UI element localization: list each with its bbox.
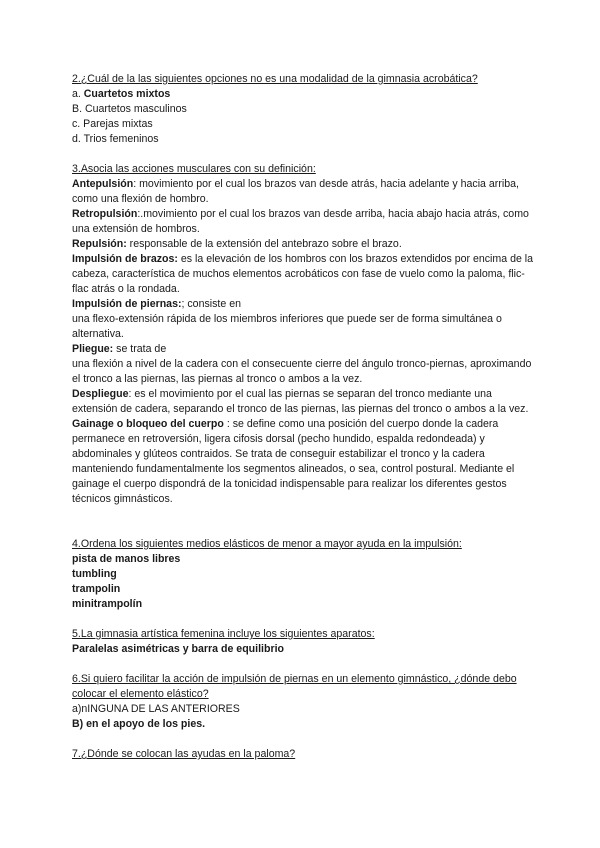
question-6-title: 6.Si quiero facilitar la acción de impulsión de piernas en un elemento gimnástico, ¿dónde debo colocar el elemento elástico?	[72, 673, 517, 700]
definition-text: responsable de la extensión del antebrazo sobre el brazo.	[126, 238, 402, 250]
question-5-title: 5.La gimnasia artística femenina incluye los siguientes aparatos:	[72, 628, 375, 640]
definition-impulsion-brazos	[72, 252, 540, 297]
definition-pliegue	[72, 342, 540, 357]
answer-item: tumbling	[72, 568, 117, 580]
question-6-option-b: B) en el apoyo de los pies.	[72, 718, 206, 730]
question-7-title: 7.¿Dónde se colocan las ayudas en la paloma?	[72, 748, 296, 760]
question-2-option-a	[72, 87, 540, 102]
question-2-title: 2.¿Cuál de la las siguientes opciones no es una modalidad de la gimnasia acrobática?	[72, 73, 478, 85]
definition-gainage	[72, 417, 540, 492]
definition-despliegue	[72, 387, 540, 417]
definition-text: es la elevación de los hombros con los brazos extendidos por encima de la cabeza, característica de muchos elementos acrobáticos con fase de vuelo como la paloma, flic-flac atrás o la rondada.	[72, 253, 534, 295]
question-6-option-a: a)nINGUNA DE LAS ANTERIORES	[72, 703, 240, 715]
definition-text: se trata de	[113, 343, 167, 355]
option-a-text: Cuartetos mixtos	[83, 88, 171, 100]
term: Pliegue:	[72, 343, 114, 355]
question-5-answer: Paralelas asimétricas y barra de equilibrio	[72, 643, 284, 655]
definition-retropulsion	[72, 207, 540, 237]
term: Gainage o bloqueo del cuerpo	[72, 418, 224, 430]
definition-text: : movimiento por el cual los brazos van desde atrás, hacia adelante y hacia arriba, como una flexión de hombro.	[72, 178, 519, 205]
definition-impulsion-piernas-cont: una flexo-extensión rápida de los miembros inferiores que puede ser de forma simultánea o alternativa.	[72, 313, 502, 340]
term: Antepulsión	[72, 178, 134, 190]
term: Despliegue	[72, 388, 129, 400]
definition-text: : se define como una posición del cuerpo donde la cadera permanece en retroversión, ligera cifosis dorsal (pecho hundido, espalda redondeada) y abdominales y glúteos contraidos. Se trata de conseguir estabilizar el tronco y la cadera manteniendo fundamentalmente los segmentos alineados, o sea, control postural. Mediante el gainage el cuerpo dispondrá de la tonicidad indispensable para realizar los diferentes gestos	[72, 418, 515, 490]
term: Impulsión de piernas:	[72, 298, 182, 310]
definition-antepulsion	[72, 177, 540, 207]
definition-gainage-cont: técnicos gimnásticos.	[72, 493, 173, 505]
answer-item: minitrampolín	[72, 598, 143, 610]
question-4-title: 4.Ordena los siguientes medios elásticos de menor a mayor ayuda en la impulsión:	[72, 538, 462, 550]
question-2-option-b: B. Cuartetos masculinos	[72, 103, 187, 115]
definition-text: : es el movimiento por el cual las piernas se separan del tronco mediante una extensión de cadera, separando el tronco de las piernas, las piernas del tronco o ambos a la vez.	[72, 388, 529, 415]
definition-text: :.movimiento por el cual los brazos van desde arriba, hacia abajo hacia atrás, como una extensión de hombros.	[72, 208, 529, 235]
term: Repulsión:	[72, 238, 127, 250]
document-body	[72, 72, 540, 762]
option-a-prefix: a.	[72, 88, 84, 100]
term: Retropulsión	[72, 208, 138, 220]
definition-impulsion-piernas	[72, 297, 540, 312]
question-3-title: 3.Asocia las acciones musculares con su definición:	[72, 163, 316, 175]
definition-text: ; consiste en	[181, 298, 241, 310]
answer-item: trampolin	[72, 583, 121, 595]
definition-pliegue-cont: una flexión a nivel de la cadera con el consecuente cierre del ángulo tronco-piernas, aproximando el tronco a las piernas, las piernas al tronco o ambos a la vez.	[72, 358, 532, 385]
answer-item: pista de manos libres	[72, 553, 181, 565]
question-2-option-d: d. Trios femeninos	[72, 133, 159, 145]
term: Impulsión de brazos:	[72, 253, 178, 265]
definition-repulsion	[72, 237, 540, 252]
question-2-option-c: c. Parejas mixtas	[72, 118, 153, 130]
